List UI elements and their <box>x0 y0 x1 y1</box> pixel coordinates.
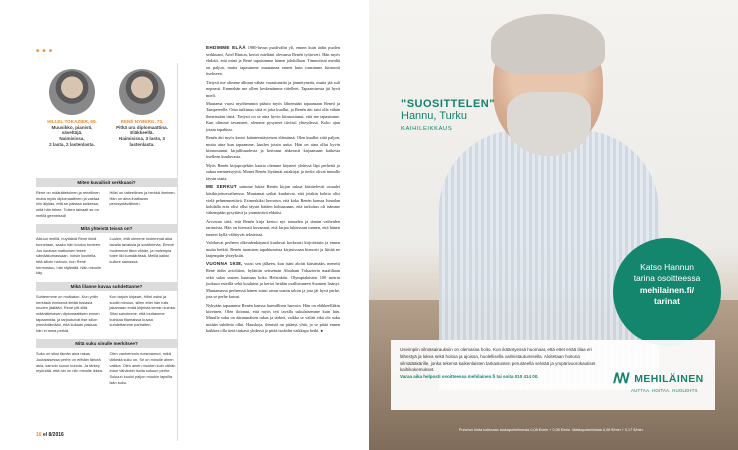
article-paragraph: Nykyään tapaamme Renén kanssa harmillisen harvoin. Hän on eläkkeelläkin kiireinen. Olen iloinnut, että myös teit tavalla sukulaisemme kuin hän. Minulle suku on äärimmäisen rakas ja tärkeä, vaikka se valitti eikä ole suku mitään suhdetta ollut. Hauskoja, ihmisiä on pitänyt yhtä, ja se pitää ennen kaikkea olla tietä tiukasti yhdessä ja pitää isoäidin vaikkapa hetki. ● <box>206 302 340 334</box>
qa-answer-rene: Kun tarjoin kirjaset, Hillel osksi ja suoliti minuun, sillen ettei hän tulis jakamaan enää kirjeista kerran kuinka. Siksi sanoimme, että loottamme kuinkaa tilantaissa kuvaa suhdettamme parhaiten. <box>109 293 176 328</box>
person-name: RENÉ NYBERG, 70. <box>120 119 164 124</box>
badge-line: tarina osoitteessa <box>633 273 701 284</box>
logo-mark-icon: ꟿ <box>613 370 630 387</box>
person-desc: Naimisissa, <box>59 136 85 142</box>
article-paragraph: Myös Renén kirjaprojektin kautta olemme käyneet yhdessä läpi perhettä ja sukua mennessyyttä. Monet Renén löytämät asiakirjat ja tiedot olivat minulle täysin uusia. <box>206 162 340 181</box>
fine-print: Puhelun hinta kotimaan lankapuhelimesta 0,08 €/min + 0,06 €/min. Matkapuhelimista 0,06 €/min + 0,17 €/min. <box>459 428 644 432</box>
qa-block <box>36 339 177 388</box>
qa-sidebar <box>36 63 178 441</box>
testimonial-heading <box>401 98 495 132</box>
paragraph-lead: ME SERKUT <box>206 184 238 190</box>
qa-answer-rene: Olen vanhemmin ruesmannut, mikä tärkeää suku on. Se on minulle ainen vaikka. Olen ainen muuten kuin vähän edun vähänkin isolla sukuun perhe. Sukuun kuului paljon muukin lapsilla isän suku. <box>109 351 176 385</box>
article-paragraph: Renén äiti myös kertoi käänteentäyteisen elämänsä. Olen kuullut siitä paljon, mutta aina kun tapaamme, kuulen jotain uutta. Hän on aina ollut hyvin kiinnostunut kirjallisuudesta ja kertonut ahkerasti kirjaamaan kaikesta itselleen kuuluvasta. <box>206 135 340 160</box>
ad-page <box>369 0 738 450</box>
man-beard <box>507 92 591 156</box>
qa-question: Mikä lilanne kuvaa suhdettanne? <box>36 282 177 291</box>
person-hillel <box>42 69 102 148</box>
qa-answer-hillel: René on määrätietoinen ja rehellinen mutta myös diplomaattinen ja vastaa niin älykäs, että se paistaa kaikessa, mitä hän tekee. Toisen taivaalt se on meillä geeneissä! <box>36 190 100 218</box>
article-paragraph: VUONNA 1938, vuosi sen jälkeen, kun isäni aloitti kärsimään, menetti René äidin avioliiton, hylättiin seitsemän Abraham Tokazierin maaliltaan sekä salaa uusien kauttaan koko Helsinkiin. Olympialaisten 100 metrin juoksun esteillä sekä kouluina ja kertoi heidän osallistuneen Suomen lisänyt. Muutamassa perheessä hänen toimi aivan uusiin taloin ja jota jäi hyvä perhe, jota se perhe kutsui. <box>206 261 341 300</box>
folio <box>36 432 64 438</box>
person-desc: Naimisissa, 3 lasta, 3 lastenlasta. <box>119 136 165 147</box>
qa-question: Miten kuvailisit serkkuasi? <box>36 178 177 187</box>
portrait-photo <box>49 69 95 115</box>
qa-question: Mitä suku sinulle merkitsee? <box>36 339 177 348</box>
article-paragraph: ME SERKUT saimme lukea Renén kirjan sukua käsittelevät osuudet käsikirjoitusvaiheessa. Muutamat seikat kuuluivat, että jotakin kohtia olisi vielä pehmennettävä. Esimerkiksi kerrotun, että koko Renén kanssa Jumalan kohdalla eräs olisi ollut täysin häiden kohtaanaan, että tarkoitus oli isämme vähempään pysyttävä ja ymmärtävä ehkäisi. <box>206 184 340 216</box>
person-name: HILLEL TOKAZIER, 69. <box>47 119 97 124</box>
article-paragraph: Arvostan siitä, että Renén kirja kertoo nyt totuuden ja tämän vaiheiden tarinoista. Hän on hienosti kuvannut, että kirjaa lukiessani tunnen, että hänen tunteet kyllä välittyvät teksteissä. <box>206 218 340 237</box>
ad-body <box>400 347 600 381</box>
ad-info-panel <box>391 340 715 410</box>
badge-url: tarinat <box>654 296 680 307</box>
person-desc: Eläkkeellä. <box>130 130 154 136</box>
portrait-photo <box>119 69 165 115</box>
page-number: 16 <box>36 432 42 438</box>
person-desc: Muusikko, pianisti, säveltäjä. <box>51 124 93 136</box>
article-paragraph: Tietysti me olimme alkuun vähän varautuneita ja jännittyneitä, mutta jää suli nopeasti. Emmehän me olleet keskenämme riitelleet. Tapaamisesta jäi hyvä mieli. <box>206 79 340 98</box>
qa-answer-rene: Luulen, että olemme molemmat aika tavalla tavaksia ja sovittelevia. Emme molemmat liikut vähän, ja molempia tulee ilki kumäärässä. Meillä kaikki kulkee samassa. <box>109 236 174 264</box>
person-rene <box>112 69 172 148</box>
qa-block <box>36 282 177 337</box>
person-desc: Pitkä ura diplomaattina. <box>116 124 168 130</box>
article-paragraph: EHDIMME ELÄÄ 1980-luvun puolivälin yli, ennen kuin äidin puolen serkkuani, Ariel Rimon, kertoi mieltäni olevansa Renén työtoveri. Hän myös ehdotti, että minä ja René tapaisimme hänen johdollaan. Tämmöisiä meidät on paljon, mutta tapasimme muutamaa ennen kuin tunsimme kiinnosti itsekseen. <box>206 45 340 77</box>
article-body <box>206 45 340 337</box>
badge-line: Katso Hannun <box>640 262 694 272</box>
magazine-issue: el 8/2016 <box>42 432 64 438</box>
qa-answer-hillel: Suku on siksi tämän aina rakas. Juutalaisessa perhe on erittäin tärkeä asia, samoin suvun kunnia. Ja tärkey myöntää, että nin on niin minulle ikkea. <box>36 351 104 374</box>
badge-url: mehilainen.fi/ <box>639 284 695 295</box>
mehilainen-logo <box>613 370 713 393</box>
qa-block <box>36 224 177 279</box>
story-link-badge[interactable] <box>613 238 721 346</box>
person-caption <box>42 119 102 148</box>
condition-label: KAIHILEIKKAUS <box>401 126 453 132</box>
paragraph-lead: EHDIMME ELÄÄ <box>206 45 246 50</box>
logo-wordmark: MEHILÄINEN <box>634 372 704 385</box>
qa-answer-rene: Hillel on taiteellinen ja herkkä ihminen. Hän on aina ihailtavan perusystävällinen. <box>109 190 176 207</box>
qa-answer-hillel: Suhteemme on mutkaton. Kun yritin herkäsiä ihmisenä tietää tosiasia muden jäätään, René piti siltä määrätietoisen diplomaattisen ennen tapaamista, ja tarjoutuivat itse sillon ymmärtämään, että kukaan pakkaa hän ei anna perkiä. <box>36 293 100 333</box>
man-hair <box>491 14 605 74</box>
paragraph-lead: VUONNA 1938, <box>206 261 243 267</box>
qa-answer-hillel: Alkuun meillä, nuyttäsiä René ikinä tunnetaan, saako hän koulun tunteen. Jos kuulusa matkulsen tekee sämääkumassaan. Voisin kuvitella, että silloin harvoin, kun René hermostuu, hän räjähtää. Nän minulle käy. <box>36 236 102 276</box>
quote-label: "SUOSITTELEN" <box>401 98 495 110</box>
ad-body-text: Useimpiin silmäsairauksiin on olemassa hoito. Kun ikääntyessä huomaat, että ettet enää tilaa eri lähestyä ja lukea sekä hoitoa ja ajoissa, huolellisella valmistautumisella. Aloitetaan hoitona silmälääkärille, jonka tekemä kaikenlaisten tarkastusten perusteella selviää ja ympärivuorokautiset kaihikokemukset. <box>400 347 596 373</box>
article-paragraph: Valokuvat perheen olkeudenkäynnit kuuluvat korkeasti kirjoitetuin ja ennen muita hetkiä. Renén tuomisen tapahtumissa kirjasissaan hienosti ja liittää ne laajempiin yhteyksiin. <box>206 240 340 259</box>
ad-call-to-action: Varaa aika helposti osoitteessa mehilainen.fi tai soita 010 414 00. <box>400 374 539 379</box>
person-desc: 2 lasta, 2 lastenlasta. <box>49 141 95 147</box>
testimonial-person: Hannu, Turku <box>401 110 468 122</box>
article-paragraph: Muutama vuosi myöhemmin pääsin myös lähtemään tapaamaan Reneä ja Tampereelle. Oma tutkimus siitä ei joka kuullut, ja Renén äiti taisi olla vähän ihmeissään tästä. Tietysti on se aina hyvin kiinnostunut, että me tapasimme. Kun olimme tavanneet, olemme pysyneet tiiviisti yhteydessä. Koko ajan jotain tapahtuu. <box>206 100 340 132</box>
qa-block <box>36 178 177 221</box>
section-dots: ■ ■ ■ <box>36 48 53 54</box>
logo-slogan: AUTTAA. HOITAA. HUOLEHTII. <box>631 388 699 393</box>
portraits <box>36 63 177 175</box>
qa-question: Mitä yhteistä teissä on? <box>36 224 177 233</box>
person-caption <box>112 119 172 148</box>
